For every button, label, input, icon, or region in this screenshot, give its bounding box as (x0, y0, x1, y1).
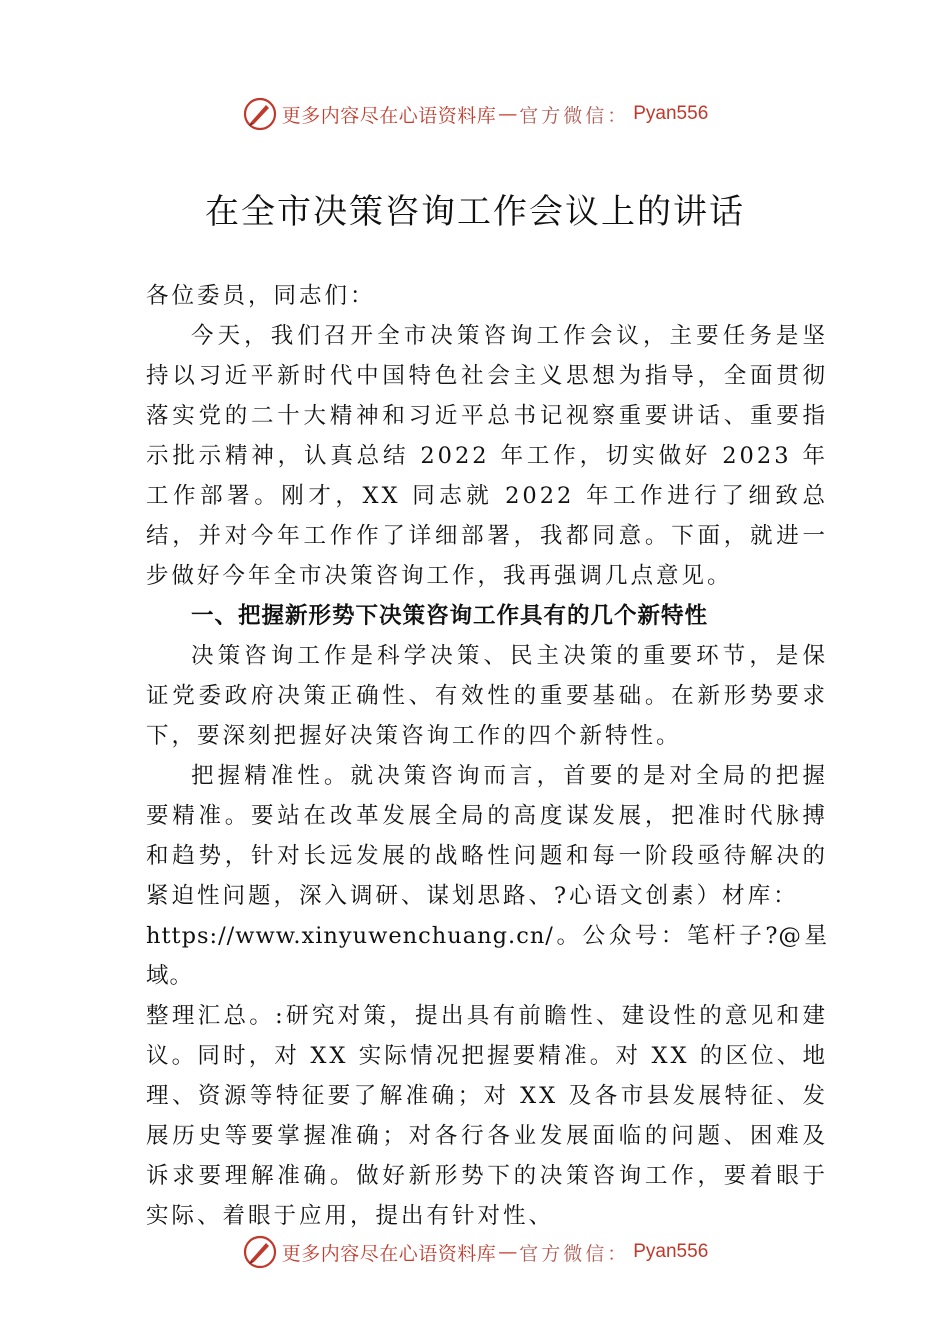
document-body (146, 276, 828, 1236)
watermark-banner-bottom (0, 1232, 950, 1272)
salutation: 各位委员，同志们： (146, 283, 376, 309)
banner-wechat-id: Pyan556 (633, 103, 709, 124)
banner-wechat-label: 官方微信： (519, 104, 630, 127)
banner-wechat-label: 官方微信： (519, 1242, 630, 1265)
pen-logo-icon (242, 1234, 278, 1270)
watermark-banner-top (0, 94, 950, 134)
document-title: 在全市决策咨询工作会议上的讲话 (205, 192, 745, 232)
banner-dash: — (498, 103, 518, 125)
url-line: https://www.xinyuwenchuang.cn/。公众号：笔杆子?@星域。 (146, 923, 828, 989)
banner-wechat-id: Pyan556 (633, 1241, 709, 1262)
banner-dash: — (498, 1241, 518, 1263)
paragraph-section-intro: 决策咨询工作是科学决策、民主决策的重要环节，是保证党委政府决策正确性、有效性的重要基础。在新形势要求下，要深刻把握好决策咨询工作的四个新特性。 (146, 643, 828, 749)
banner-red-text: 更多内容尽在心语资料库 (281, 104, 497, 127)
banner-red-text: 更多内容尽在心语资料库 (281, 1242, 497, 1265)
paragraph-intro: 今天，我们召开全市决策咨询工作会议，主要任务是坚持以习近平新时代中国特色社会主义思想为指导，全面贯彻落实党的二十大精神和习近平总书记视察重要讲话、重要指示批示精神，认真总结 2022 年工作，切实做好 2023 年工作部署。刚才，XX 同志就 2022 年工作进行了细致总结，并对今年工作作了详细部署，我都同意。下面，就进一步做好今年全市决策咨询工作，我再强调几点意见。 (146, 323, 828, 589)
paragraph-precision-part2: 整理汇总。:研究对策，提出具有前瞻性、建设性的意见和建议。同时，对 XX 实际情况把握要精准。对 XX 的区位、地理、资源等特征要了解准确；对 XX 及各市县发展特征、发展历史等要掌握准确；对各行各业发展面临的问题、困难及诉求要理解准确。做好新形势下的决策咨询工作，要着眼于实际、着眼于应用，提出有针对性、 (146, 1003, 828, 1229)
pen-logo-icon (242, 96, 278, 132)
paragraph-precision-part1: 把握精准性。就决策咨询而言，首要的是对全局的把握要精准。要站在改革发展全局的高度谋发展，把准时代脉搏和趋势，针对长远发展的战略性问题和每一阶段亟待解决的紧迫性问题，深入调研、谋划思路、?心语文创素）材库： (146, 763, 828, 909)
section-heading-1: 一、把握新形势下决策咨询工作具有的几个新特性 (191, 603, 709, 629)
